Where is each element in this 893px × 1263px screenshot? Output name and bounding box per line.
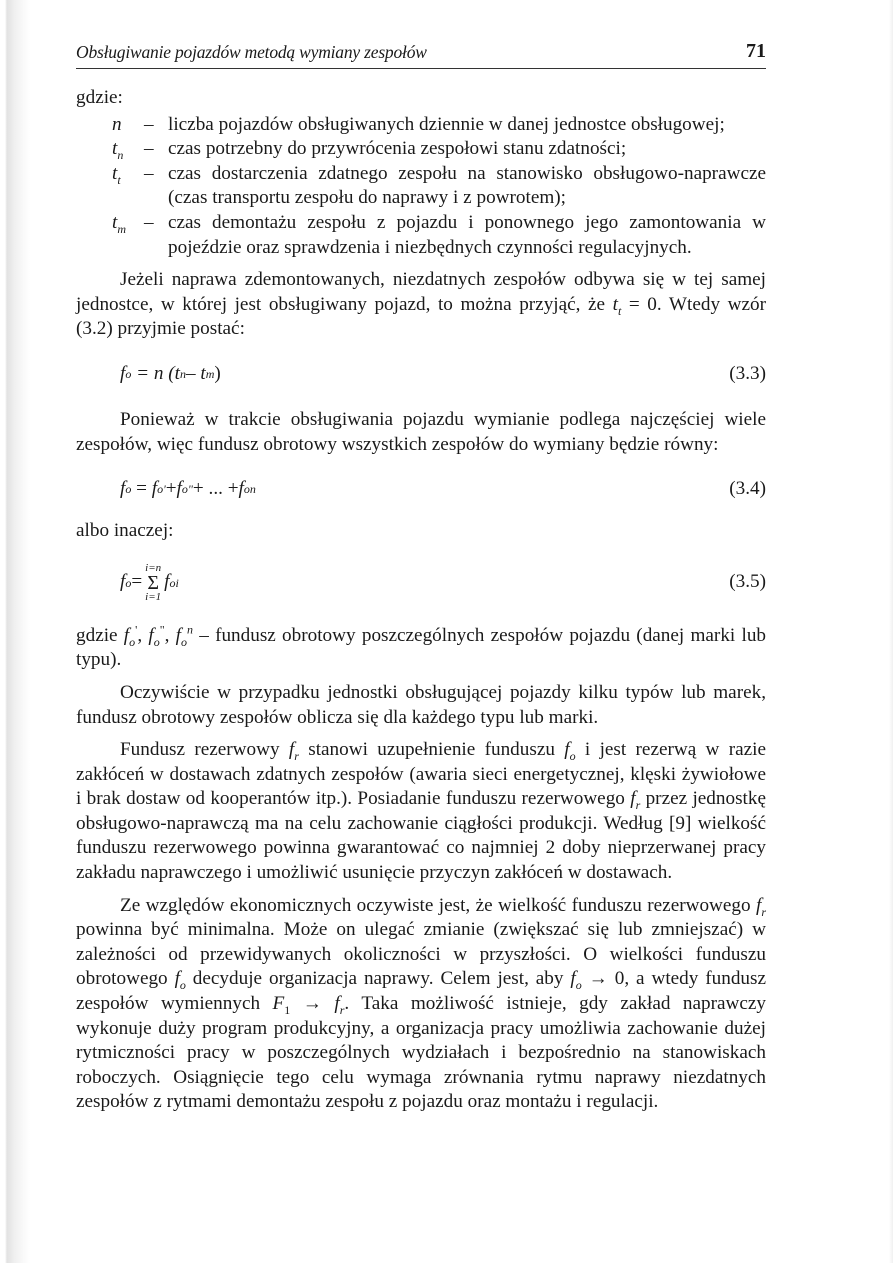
definition-text: czas potrzebny do przywrócenia zespołowi stanu zdatności; xyxy=(168,138,627,160)
equation-3-5: f o = i=n Σ i=1 f o i (3.5) xyxy=(120,561,766,603)
sum-operator: i=n Σ i=1 xyxy=(145,561,162,603)
definition-symbol: $t_m$ xyxy=(112,211,127,236)
definition-item: $t_t$ – czas dostarczenia zdatnego zespołu na stanowisko obsługowo-naprawcze (czas transportu zespołu do naprawy i z powrotem); xyxy=(76,162,766,211)
equation-3-4: f o = f o ' + f o " + ... + f o n (3.4) xyxy=(76,469,766,509)
equation-3-3: f o = n (t n – t m ) (3.3) xyxy=(76,354,766,394)
paragraph: Ponieważ w trakcie obsługiwania pojazdu wymianie podlega najczęściej wiele zespołów, więc fundusz obrotowy wszystkich zespołów do wymiany będzie równy: xyxy=(76,408,766,455)
definition-symbol: $t_n$ xyxy=(112,138,124,163)
running-header xyxy=(76,40,766,69)
paragraph: Oczywiście w przypadku jednostki obsługującej pojazdy kilku typów lub marek, fundusz obrotowy zespołów oblicza się dla każdego typu lub marki. xyxy=(76,681,766,728)
equation-number: (3.5) xyxy=(729,571,766,593)
paragraph: Jeżeli naprawa zdemontowanych, niezdatnych zespołów odbywa się w tej samej jednostce, w której jest obsługiwany pojazd, to można przyjąć, że $t_t = 0$. Wtedy wzór (3.2) przyjmie postać: xyxy=(76,269,766,340)
scan-shadow-left xyxy=(0,0,30,1263)
where-label: gdzie: xyxy=(76,87,123,108)
scan-edge-right xyxy=(889,0,893,1263)
equation-number: (3.4) xyxy=(729,477,766,499)
definition-item: $t_m$ – czas demontażu zespołu z pojazdu i ponownego jego zamontowania w pojeździe oraz sprawdzenia i niezbędnych czynności regulacyjnych. xyxy=(76,211,766,260)
page-number: 71 xyxy=(746,40,766,62)
definition-text: czas dostarczenia zdatnego zespołu na stanowisko obsługowo-naprawcze (czas transportu zespołu do naprawy i z powrotem); xyxy=(168,162,766,209)
definition-item: n – liczba pojazdów obsługiwanych dziennie w danej jednostce obsługowej; xyxy=(76,113,766,138)
paragraph: Ze względów ekonomicznych oczywiste jest, że wielkość funduszu rezerwowego $f_r$ powinna być minimalna. Może on ulegać zmianie (zwiększać się lub zmniejszać) w zależności od przewidywanych okoliczności w przyszłości. O wielkości funduszu obrotowego $f_o$ decyduje organizacja naprawy. Celem jest, aby $f_o \to 0$, a wtedy fundusz zespołów wymiennych $F_1 \to f_r$. Taka możliwość istnieje, gdy zakład naprawczy wykonuje duży program produkcyjny, a organizacja pracy umożliwia zachowanie dużej rytmiczności pracy w poszczególnych wydziałach i bezpośrednio na stanowiskach roboczych. Osiągnięcie tego celu wymaga zrównania rytmu naprawy niezdatnych zespołów z rytmami demontażu zespołu z pojazdu oraz montażu i regulacji. xyxy=(76,894,767,1113)
definition-item: $t_n$ – czas potrzebny do przywrócenia zespołowi stanu zdatności; xyxy=(76,137,766,162)
definition-text: czas demontażu zespołu z pojazdu i ponownego jego zamontowania w pojeździe oraz sprawdzenia i niezbędnych czynności regulacyjnych. xyxy=(168,211,766,258)
definition-symbol: $t_t$ xyxy=(112,162,121,187)
definition-symbol: n xyxy=(112,113,122,135)
body-text xyxy=(76,86,766,1115)
paragraph: albo inaczej: xyxy=(76,520,174,542)
definition-text: liczba pojazdów obsługiwanych dziennie w danej jednostce obsługowej; xyxy=(168,113,725,135)
running-title: Obsługiwanie pojazdów metodą wymiany zespołów xyxy=(76,42,427,62)
definitions-list xyxy=(76,113,766,261)
paragraph: gdzie $f_o'$, $f_o^"$, $f_o^n$ – fundusz obrotowy poszczególnych zespołów pojazdu (danej marki lub typu). xyxy=(76,622,767,671)
equation-number: (3.3) xyxy=(729,362,766,384)
paragraph: Fundusz rezerwowy $f_r$ stanowi uzupełnienie funduszu $f_o$ i jest rezerwą w razie zakłóceń w dostawach zdatnych zespołów (awaria sieci energetycznej, klęski żywiołowe i brak dostaw od kooperantów itp.). Posiadanie funduszu rezerwowego $f_r$ przez jednostkę obsługowo-naprawczą ma na celu zachowanie ciągłości produkcji. Według [9] wielkość funduszu rezerwowego powinna gwarantować co najmniej 2 doby nieprzerwanej pracy zakładu naprawczego i umożliwić usunięcie przyczyn zakłóceń w dostawach. xyxy=(76,739,767,884)
